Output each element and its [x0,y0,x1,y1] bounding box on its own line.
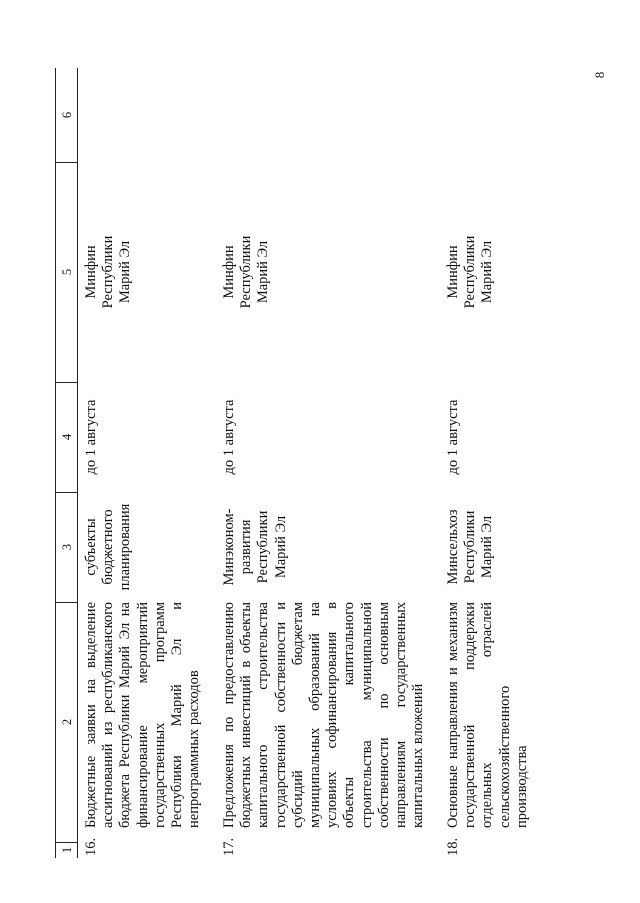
row-index: 16. [83,837,99,856]
row-deadline: до 1 августа [221,399,237,475]
row-responsible: субъекты бюджетного планирования [83,503,134,591]
column-header-3: 3 [60,543,74,551]
document-table [55,68,585,858]
row-deadline: до 1 августа [445,399,461,475]
column-header-5: 5 [60,268,74,276]
row-responsible: Минэконом-развития Республики Марий Эл [221,508,289,586]
row-recipient: Минфин Республики Марий Эл [445,235,496,309]
page-number: 8 [592,71,607,79]
row-recipient: Минфин Республики Марий Эл [83,235,134,309]
row-index: 17. [221,837,237,856]
row-description: Предложения по предоставлению бюджетных инвестиций в объекты капитального строительства государственной собственности и субсидий бюджетам муниципальных образований на условиях софинансирования в объекты капитального строительства муниципальной собственности по основным направлениям государственных капитальных вложений [221,602,427,828]
row-index: 18. [445,837,461,856]
row-description: Бюджетные заявки на выделение ассигнований из республиканского бюджета Республики Марий Эл на финансирование мероприятий государственных программ Республики Марий Эл и непрограммных расходов [83,602,203,828]
row-deadline: до 1 августа [83,399,99,475]
column-header-6: 6 [60,111,74,119]
row-description: Основные направления и механизм государственной поддержки отдельных отраслей сельскохозяйственного производства [445,602,530,828]
row-recipient: Минфин Республики Марий Эл [221,235,272,309]
column-header-2: 2 [60,718,74,726]
row-responsible: Минсельхоз Республики Марий Эл [445,509,496,585]
column-header-1: 1 [60,846,74,854]
column-header-4: 4 [60,433,74,441]
